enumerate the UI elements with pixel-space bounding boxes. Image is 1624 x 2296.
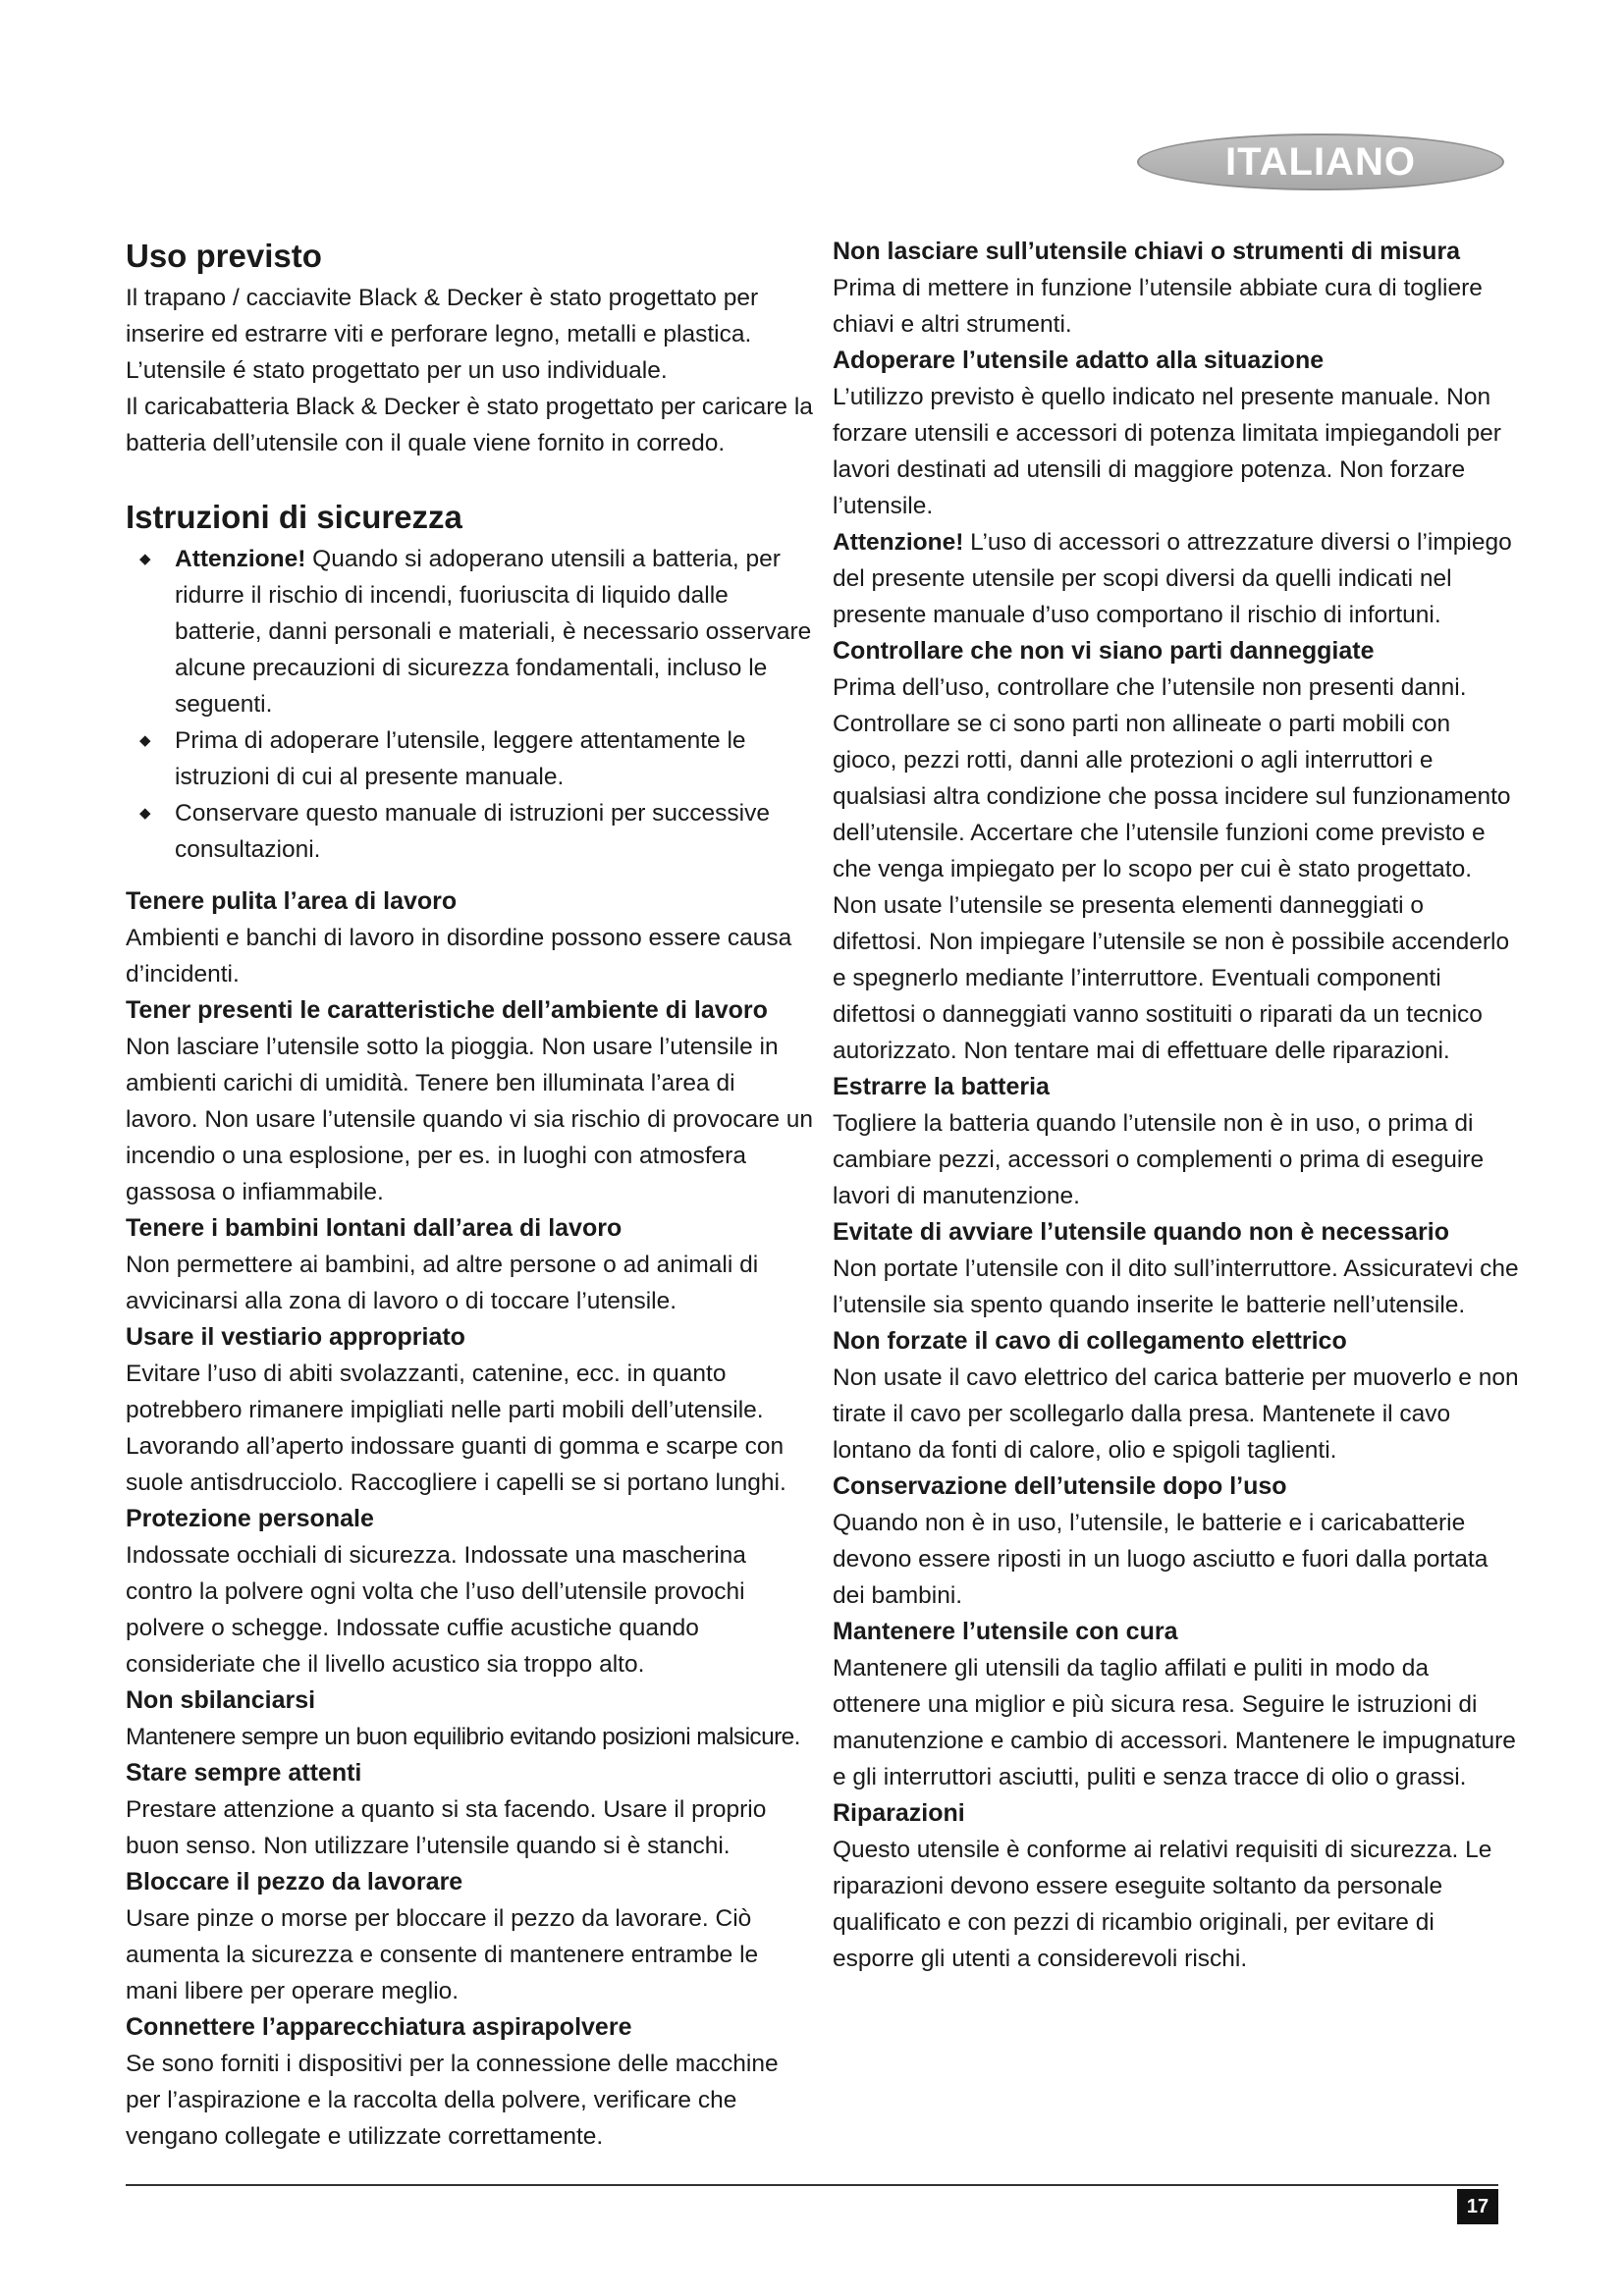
subsection-title: Connettere l’apparecchiatura aspirapolvere (126, 2013, 632, 2041)
subsection-title: Tenere pulita l’area di lavoro (126, 887, 458, 915)
subsection-text: Non portate l’utensile con il dito sull’interruttore. Assicuratevi che l’utensile sia spento quando inserite le batterie nell’utensile. (833, 1255, 1519, 1318)
subsection-text: Evitare l’uso di abiti svolazzanti, catenine, ecc. in quanto potrebbero rimanere impigliati nelle parti mobili dell’utensile. Lavorando all’aperto indossare guanti di gomma e scarpe con suole antisdrucciolo. Raccogliere i capelli se si portano lunghi. (126, 1361, 786, 1496)
bullet-item (126, 722, 813, 795)
left-column (126, 234, 813, 2155)
subsection-title: Mantenere l’utensile con cura (833, 1618, 1178, 1645)
subsection-text: Indossate occhiali di sicurezza. Indossate una mascherina contro la polvere ogni volta che l’uso dell’utensile provochi polvere o schegge. Indossate cuffie acustiche quando consideriate che il livello acustico sia troppo alto. (126, 1542, 746, 1678)
bullet-text: Prima di adoperare l’utensile, leggere attentamente le istruzioni di cui al presente manuale. (175, 727, 746, 790)
paragraph: Il caricabatteria Black & Decker è stato progettato per caricare la batteria dell’utensile con il quale viene fornito in corredo. (126, 394, 813, 456)
subsection-title: Evitate di avviare l’utensile quando non è necessario (833, 1218, 1449, 1246)
right-column (833, 234, 1520, 1977)
subsection-text: Quando non è in uso, l’utensile, le batterie e i caricabatterie devono essere riposti in un luogo asciutto e fuori dalla portata dei bambini. (833, 1510, 1489, 1609)
bullet-item (126, 541, 813, 722)
subsection-text: Questo utensile è conforme ai relativi requisiti di sicurezza. Le riparazioni devono essere eseguite soltanto da personale qualificato e con pezzi di ricambio originali, per evitare di esporre gli utenti a considerevoli rischi. (833, 1837, 1492, 1972)
warning-paragraph (833, 524, 1520, 633)
subsection-title: Non forzate il cavo di collegamento elettrico (833, 1327, 1347, 1355)
paragraph: Il trapano / cacciavite Black & Decker è stato progettato per inserire ed estrarre viti e perforare legno, metalli e plastica. L’utensile é stato progettato per un uso individuale. (126, 285, 759, 384)
section-title-istruzioni-sicurezza: Istruzioni di sicurezza (126, 499, 462, 535)
section-title-uso-previsto: Uso previsto (126, 238, 322, 274)
subsection-text: Se sono forniti i dispositivi per la connessione delle macchine per l’aspirazione e la raccolta della polvere, verificare che vengano collegate e utilizzate correttamente. (126, 2051, 779, 2150)
subsection-text: Non permettere ai bambini, ad altre persone o ad animali di avvicinarsi alla zona di lavoro o di toccare l’utensile. (126, 1252, 759, 1314)
subsection-title: Usare il vestiario appropriato (126, 1323, 465, 1351)
subsection-title: Conservazione dell’utensile dopo l’uso (833, 1472, 1287, 1500)
subsection-title: Stare sempre attenti (126, 1759, 362, 1787)
subsection-text: Prima di mettere in funzione l’utensile abbiate cura di togliere chiavi e altri strumenti. (833, 275, 1483, 338)
subsection-title: Non lasciare sull’utensile chiavi o strumenti di misura (833, 238, 1461, 265)
warning-text: L’uso di accessori o attrezzature diversi o l’impiego del presente utensile per scopi diversi da quelli indicati nel presente manuale d’uso comportano il rischio di infortuni. (833, 529, 1512, 628)
bullet-bold-lead: Attenzione! (175, 546, 306, 572)
subsection-text: Non lasciare l’utensile sotto la pioggia. Non usare l’utensile in ambienti carichi di umidità. Tenere ben illuminata l’area di lavoro. Non usare l’utensile quando vi sia rischio di provocare un incendio o una esplosione, per es. in luoghi con atmosfera gassosa o infiammabile. (126, 1034, 813, 1205)
bullet-item (126, 795, 813, 868)
subsection-title: Tener presenti le caratteristiche dell’ambiente di lavoro (126, 996, 768, 1024)
diamond-bullet-icon: ◆ (139, 805, 151, 822)
bullet-text: Conservare questo manuale di istruzioni per successive consultazioni. (175, 800, 770, 863)
subsection-text: Non usate il cavo elettrico del carica batterie per muoverlo e non tirate il cavo per scollegarlo dalla presa. Mantenete il cavo lontano da fonti di calore, olio e spigoli taglienti. (833, 1364, 1519, 1464)
page-number: 17 (1457, 2189, 1498, 2224)
diamond-bullet-icon: ◆ (139, 732, 151, 749)
subsection-text: Usare pinze o morse per bloccare il pezzo da lavorare. Ciò aumenta la sicurezza e consente di mantenere entrambe le mani libere per operare meglio. (126, 1905, 759, 2004)
subsection-text: Ambienti e banchi di lavoro in disordine possono essere causa d’incidenti. (126, 925, 792, 988)
subsection-title: Bloccare il pezzo da lavorare (126, 1868, 463, 1896)
subsection-text: Mantenere gli utensili da taglio affilati e puliti in modo da ottenere una miglior e più sicura resa. Seguire le istruzioni di manutenzione e cambio di accessori. Mantenere le impugnature e gli interruttori asciutti, puliti e senza tracce di olio o grassi. (833, 1655, 1516, 1790)
subsection-text: L’utilizzo previsto è quello indicato nel presente manuale. Non forzare utensili e accessori di potenza limitata impiegandoli per lavori destinati ad utensili di maggiore potenza. Non forzare l’utensile. (833, 384, 1501, 519)
footer-divider (126, 2184, 1498, 2186)
subsection-text: Mantenere sempre un buon equilibrio evitando posizioni malsicure. (126, 1724, 800, 1750)
subsection-title: Non sbilanciarsi (126, 1686, 316, 1714)
subsection-text: Togliere la batteria quando l’utensile non è in uso, o prima di cambiare pezzi, accessori o complementi o prima di eseguire lavori di manutenzione. (833, 1110, 1485, 1209)
bullet-text: Quando si adoperano utensili a batteria, per ridurre il rischio di incendi, fuoriuscita di liquido dalle batterie, danni personali e materiali, è necessario osservare alcune precauzioni di sicurezza fondamentali, incluso le seguenti. (175, 546, 812, 718)
subsection-text: Prima dell’uso, controllare che l’utensile non presenti danni. Controllare se ci sono parti non allineate o parti mobili con gioco, pezzi rotti, danni alle protezioni o agli interruttori e qualsiasi altra condizione che possa incidere sul funzionamento dell’utensile. Accertare che l’utensile funzioni come previsto e che venga impiegato per lo scopo per cui è stato progettato. Non usate l’utensile se presenta elementi danneggiati o difettosi. Non impiegare l’utensile se non è possibile accenderlo e spegnerlo mediante l’interruttore. Eventuali componenti difettosi o danneggiati vanno sostituiti o riparati da un tecnico autorizzato. Non tentare mai di effettuare delle riparazioni. (833, 674, 1511, 1064)
language-tab: ITALIANO (1137, 133, 1504, 190)
subsection-text: Prestare attenzione a quanto si sta facendo. Usare il proprio buon senso. Non utilizzare l’utensile quando si è stanchi. (126, 1796, 767, 1859)
diamond-bullet-icon: ◆ (139, 551, 151, 567)
subsection-title: Adoperare l’utensile adatto alla situazione (833, 347, 1325, 374)
subsection-title: Tenere i bambini lontani dall’area di lavoro (126, 1214, 623, 1242)
subsection-title: Riparazioni (833, 1799, 965, 1827)
subsection-title: Estrarre la batteria (833, 1073, 1050, 1100)
subsection-title: Controllare che non vi siano parti danneggiate (833, 637, 1375, 665)
warning-bold-lead: Attenzione! (833, 529, 964, 556)
subsection-title: Protezione personale (126, 1505, 374, 1532)
